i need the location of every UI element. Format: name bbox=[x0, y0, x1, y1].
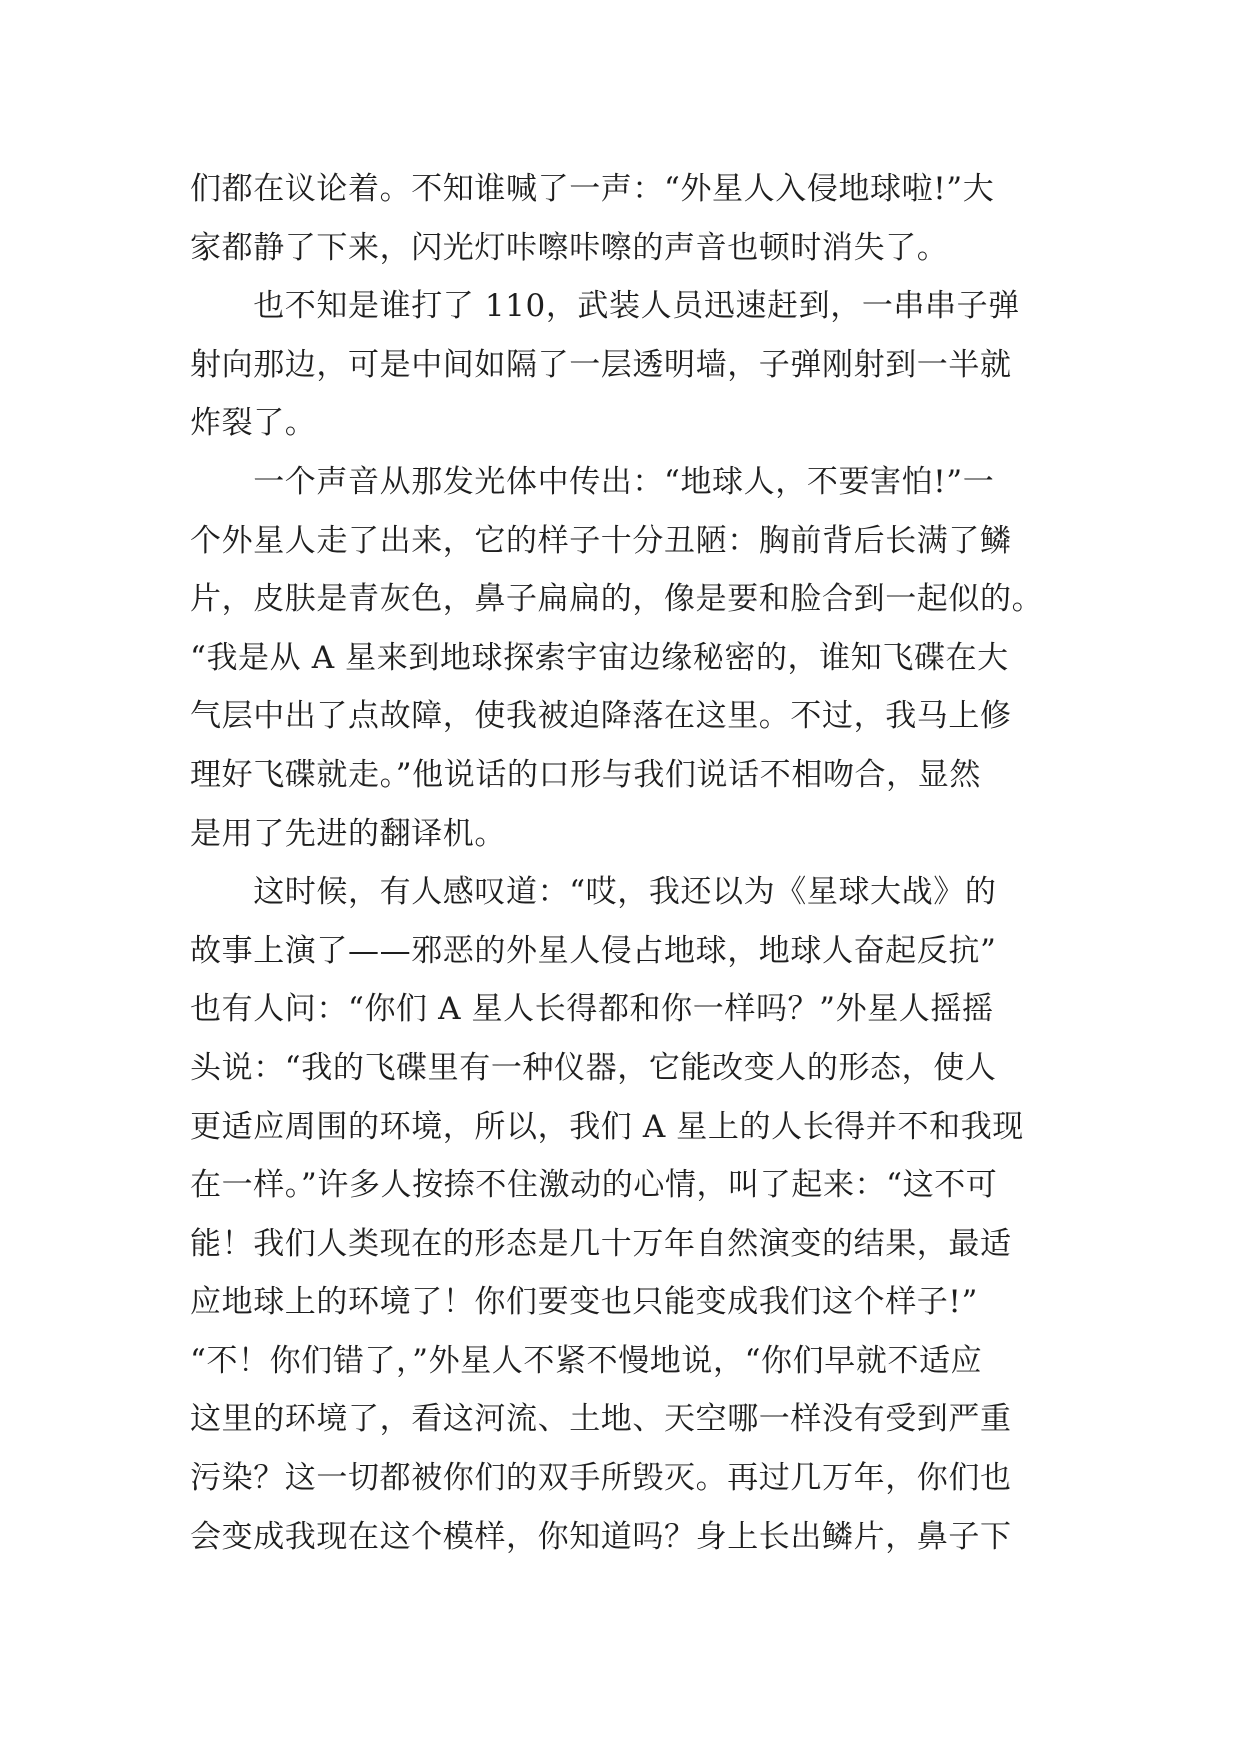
text-line: 更适应周围的环境，所以，我们 A 星上的人长得并不和我现 bbox=[190, 1108, 1024, 1145]
text-line: 污染？这一切都被你们的双手所毁灭。再过几万年，你们也 bbox=[190, 1460, 1012, 1497]
text-line: 应地球上的环境了！你们要变也只能变成我们这个样子!” bbox=[190, 1284, 978, 1321]
text-line: 这里的环境了，看这河流、土地、天空哪一样没有受到严重 bbox=[190, 1401, 1012, 1438]
text-line: 头说：“我的飞碟里有一种仪器，它能改变人的形态，使人 bbox=[190, 1049, 997, 1086]
text-line: 能！我们人类现在的形态是几十万年自然演变的结果，最适 bbox=[190, 1225, 1012, 1262]
text-line: 气层中出了点故障，使我被迫降落在这里。不过，我马上修 bbox=[190, 698, 1012, 735]
text-line: 理好飞碟就走。”他说话的口形与我们说话不相吻合，显然 bbox=[190, 756, 981, 793]
text-line: 们都在议论着。不知谁喊了一声：“外星人入侵地球啦!”大 bbox=[190, 171, 995, 207]
text-line: 会变成我现在这个模样，你知道吗？身上长出鳞片，鼻子下 bbox=[190, 1518, 1012, 1555]
text-line: 片，皮肤是青灰色，鼻子扁扁的，像是要和脸合到一起似的。 bbox=[190, 581, 1044, 618]
text-line: 这时候，有人感叹道：“哎，我还以为《星球大战》的 bbox=[190, 874, 997, 911]
text-line: 也有人问：“你们 A 星人长得都和你一样吗？”外星人摇摇 bbox=[190, 991, 994, 1028]
text-line: 也不知是谁打了 110，武装人员迅速赶到，一串串子弹 bbox=[190, 288, 1020, 325]
text-line: 是用了先进的翻译机。 bbox=[190, 815, 506, 852]
text-line: 在一样。”许多人按捺不住激动的心情，叫了起来：“这不可 bbox=[190, 1167, 998, 1204]
text-line: 射向那边，可是中间如隔了一层透明墙，子弹刚射到一半就 bbox=[190, 346, 1012, 383]
text-line: “我是从 A 星来到地球探索宇宙边缘秘密的，谁知飞碟在大 bbox=[190, 639, 1009, 676]
body-text bbox=[190, 160, 1060, 1566]
text-line: 故事上演了——邪恶的外星人侵占地球，地球人奋起反抗” bbox=[190, 932, 997, 969]
text-line: 一个声音从那发光体中传出：“地球人，不要害怕!”一 bbox=[190, 463, 995, 500]
text-line: 家都静了下来，闪光灯咔嚓咔嚓的声音也顿时消失了。 bbox=[190, 229, 949, 266]
text-line: “不！你们错了，”外星人不紧不慢地说，“你们早就不适应 bbox=[190, 1342, 983, 1379]
text-line: 炸裂了。 bbox=[190, 405, 317, 442]
text-line: 个外星人走了出来，它的样子十分丑陋：胸前背后长满了鳞 bbox=[190, 522, 1012, 559]
